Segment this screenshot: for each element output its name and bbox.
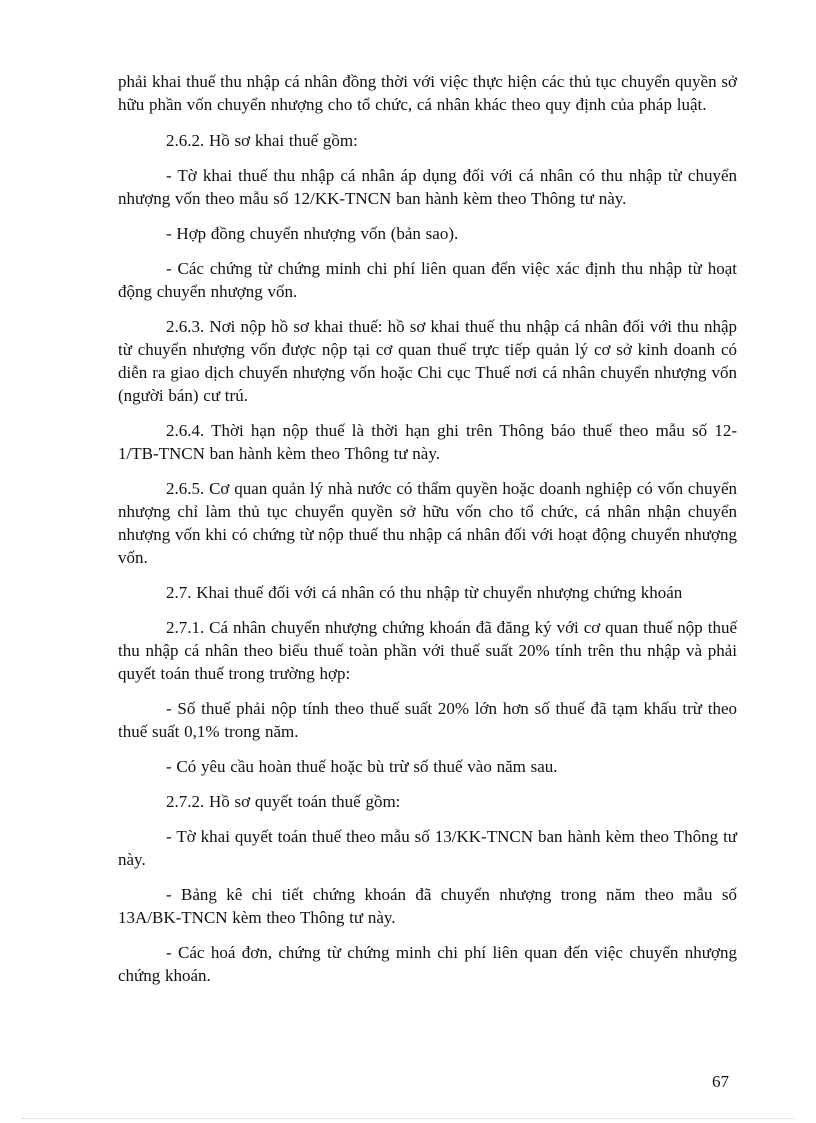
document-body [118, 70, 737, 999]
paragraph-2-7-1: 2.7.1. Cá nhân chuyển nhượng chứng khoán đã đăng ký với cơ quan thuế nộp thuế thu nhập cá nhân theo biểu thuế toàn phần với thuế suất 20% tính trên thu nhập và phải quyết toán thuế trong trường hợp: [118, 618, 737, 683]
list-item: - Bảng kê chi tiết chứng khoán đã chuyển nhượng trong năm theo mẫu số 13A/BK-TNCN kèm theo Thông tư này. [118, 885, 737, 927]
paragraph-2-6-4: 2.6.4. Thời hạn nộp thuế là thời hạn ghi trên Thông báo thuế theo mẫu số 12-1/TB-TNCN ban hành kèm theo Thông tư này. [118, 421, 737, 463]
heading-2-7-2: 2.7.2. Hồ sơ quyết toán thuế gồm: [166, 792, 401, 811]
list-item: - Các chứng từ chứng minh chi phí liên quan đến việc xác định thu nhập từ hoạt động chuyển nhượng vốn. [118, 259, 737, 301]
heading-2-6-2: 2.6.2. Hồ sơ khai thuế gồm: [166, 131, 358, 150]
list-item: - Các hoá đơn, chứng từ chứng minh chi phí liên quan đến việc chuyển nhượng chứng khoán. [118, 943, 737, 985]
page-number: 67 [712, 1072, 729, 1091]
list-item: - Hợp đồng chuyển nhượng vốn (bản sao). [166, 224, 459, 243]
paragraph-2-6-5: 2.6.5. Cơ quan quản lý nhà nước có thẩm quyền hoặc doanh nghiệp có vốn chuyển nhượng chỉ làm thủ tục chuyển quyền sở hữu vốn cho tổ chức, cá nhân nhận chuyển nhượng vốn khi có chứng từ nộp thuế thu nhập cá nhân đối với hoạt động chuyển nhượng vốn. [118, 479, 737, 567]
list-item: - Số thuế phải nộp tính theo thuế suất 20% lớn hơn số thuế đã tạm khấu trừ theo thuế suất 0,1% trong năm. [118, 699, 737, 741]
footer-divider [22, 1118, 794, 1119]
list-item: - Tờ khai quyết toán thuế theo mẫu số 13/KK-TNCN ban hành kèm theo Thông tư này. [118, 827, 737, 869]
list-item: - Tờ khai thuế thu nhập cá nhân áp dụng đối với cá nhân có thu nhập từ chuyển nhượng vốn theo mẫu số 12/KK-TNCN ban hành kèm theo Thông tư này. [118, 166, 737, 208]
paragraph-continuation: phải khai thuế thu nhập cá nhân đồng thời với việc thực hiện các thủ tục chuyển quyền sở hữu phần vốn chuyển nhượng cho tổ chức, cá nhân khác theo quy định của pháp luật. [118, 72, 737, 114]
heading-2-7: 2.7. Khai thuế đối với cá nhân có thu nhập từ chuyển nhượng chứng khoán [166, 583, 683, 602]
paragraph-2-6-3: 2.6.3. Nơi nộp hồ sơ khai thuế: hồ sơ khai thuế thu nhập cá nhân đối với thu nhập từ chuyển nhượng vốn được nộp tại cơ quan thuế trực tiếp quản lý cơ sở kinh doanh có diễn ra giao dịch chuyển nhượng vốn hoặc Chi cục Thuế nơi cá nhân chuyển nhượng vốn (người bán) cư trú. [118, 317, 737, 405]
list-item: - Có yêu cầu hoàn thuế hoặc bù trừ số thuế vào năm sau. [166, 757, 558, 776]
